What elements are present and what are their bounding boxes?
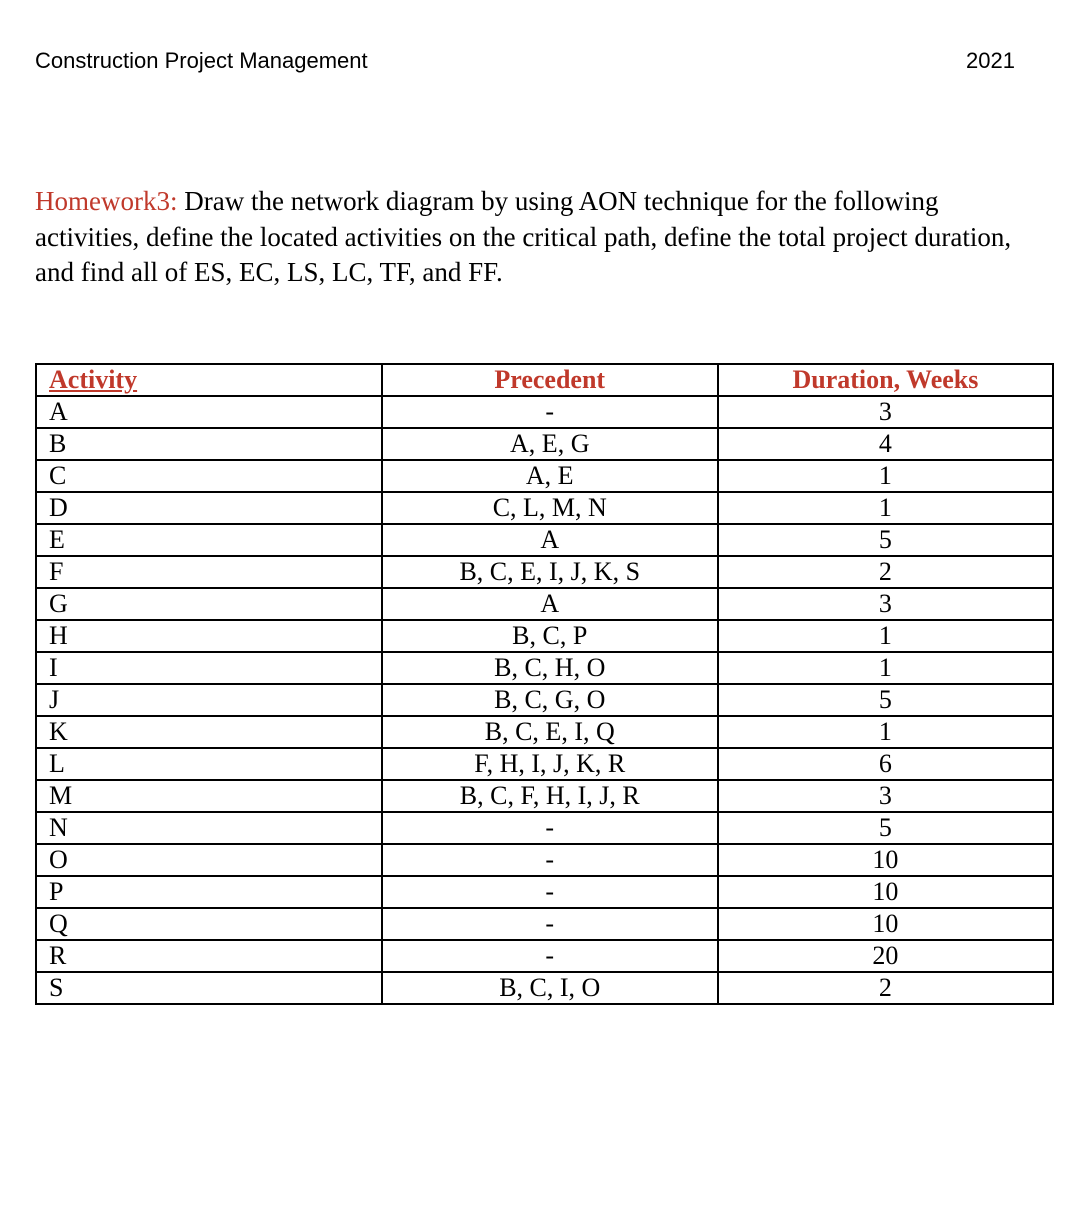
activity-cell: D	[36, 492, 382, 524]
table-row	[36, 812, 1053, 844]
table-row	[36, 876, 1053, 908]
precedent-cell: B, C, F, H, I, J, R	[382, 780, 718, 812]
table-row	[36, 908, 1053, 940]
activity-cell: O	[36, 844, 382, 876]
duration-cell: 1	[718, 492, 1053, 524]
precedent-cell: -	[382, 396, 718, 428]
table-row	[36, 972, 1053, 1004]
header-precedent: Precedent	[382, 364, 718, 396]
duration-cell: 1	[718, 620, 1053, 652]
duration-cell: 2	[718, 972, 1053, 1004]
activity-cell: H	[36, 620, 382, 652]
activity-cell: C	[36, 460, 382, 492]
activity-cell: L	[36, 748, 382, 780]
precedent-cell: F, H, I, J, K, R	[382, 748, 718, 780]
precedent-cell: C, L, M, N	[382, 492, 718, 524]
table-row	[36, 396, 1053, 428]
table-body	[36, 396, 1053, 1004]
precedent-cell: B, C, I, O	[382, 972, 718, 1004]
duration-cell: 10	[718, 844, 1053, 876]
activity-cell: A	[36, 396, 382, 428]
table-header-row	[36, 364, 1053, 396]
duration-cell: 2	[718, 556, 1053, 588]
precedent-cell: -	[382, 940, 718, 972]
table-row	[36, 460, 1053, 492]
table-row	[36, 716, 1053, 748]
homework-instructions	[35, 184, 1025, 291]
duration-cell: 10	[718, 908, 1053, 940]
precedent-cell: -	[382, 812, 718, 844]
activity-cell: E	[36, 524, 382, 556]
duration-cell: 5	[718, 684, 1053, 716]
duration-cell: 10	[718, 876, 1053, 908]
precedent-cell: A	[382, 588, 718, 620]
precedent-cell: A, E, G	[382, 428, 718, 460]
precedent-cell: -	[382, 876, 718, 908]
page-header	[35, 48, 1015, 76]
duration-cell: 6	[718, 748, 1053, 780]
duration-cell: 20	[718, 940, 1053, 972]
activity-cell: K	[36, 716, 382, 748]
activity-cell: G	[36, 588, 382, 620]
duration-cell: 5	[718, 812, 1053, 844]
precedent-cell: B, C, H, O	[382, 652, 718, 684]
precedent-cell: A	[382, 524, 718, 556]
duration-cell: 1	[718, 460, 1053, 492]
activity-cell: J	[36, 684, 382, 716]
activity-cell: R	[36, 940, 382, 972]
table-row	[36, 748, 1053, 780]
table-row	[36, 844, 1053, 876]
homework-label: Homework3:	[35, 186, 178, 216]
table-row	[36, 524, 1053, 556]
activity-cell: S	[36, 972, 382, 1004]
activity-cell: I	[36, 652, 382, 684]
header-duration: Duration, Weeks	[718, 364, 1053, 396]
duration-cell: 1	[718, 716, 1053, 748]
table-row	[36, 428, 1053, 460]
precedent-cell: B, C, P	[382, 620, 718, 652]
table-row	[36, 780, 1053, 812]
duration-cell: 1	[718, 652, 1053, 684]
activity-cell: M	[36, 780, 382, 812]
table-row	[36, 588, 1053, 620]
precedent-cell: A, E	[382, 460, 718, 492]
table-row	[36, 556, 1053, 588]
activity-cell: N	[36, 812, 382, 844]
table-row	[36, 652, 1053, 684]
duration-cell: 4	[718, 428, 1053, 460]
precedent-cell: B, C, E, I, J, K, S	[382, 556, 718, 588]
duration-cell: 3	[718, 780, 1053, 812]
table-row	[36, 620, 1053, 652]
year: 2021	[966, 48, 1015, 73]
activity-cell: B	[36, 428, 382, 460]
activity-cell: Q	[36, 908, 382, 940]
course-title: Construction Project Management	[35, 48, 368, 73]
precedent-cell: B, C, E, I, Q	[382, 716, 718, 748]
table-row	[36, 684, 1053, 716]
homework-text: Draw the network diagram by using AON technique for the following activities, define the located activities on the critical path, define the total project duration, and find all of ES, EC, LS, LC, TF, and FF.	[35, 186, 1012, 287]
activity-cell: P	[36, 876, 382, 908]
precedent-cell: -	[382, 844, 718, 876]
table-row	[36, 940, 1053, 972]
header-activity: Activity	[36, 364, 382, 396]
activity-cell: F	[36, 556, 382, 588]
precedent-cell: B, C, G, O	[382, 684, 718, 716]
duration-cell: 3	[718, 396, 1053, 428]
precedent-cell: -	[382, 908, 718, 940]
table-row	[36, 492, 1053, 524]
activity-table	[35, 363, 1054, 1005]
duration-cell: 3	[718, 588, 1053, 620]
duration-cell: 5	[718, 524, 1053, 556]
